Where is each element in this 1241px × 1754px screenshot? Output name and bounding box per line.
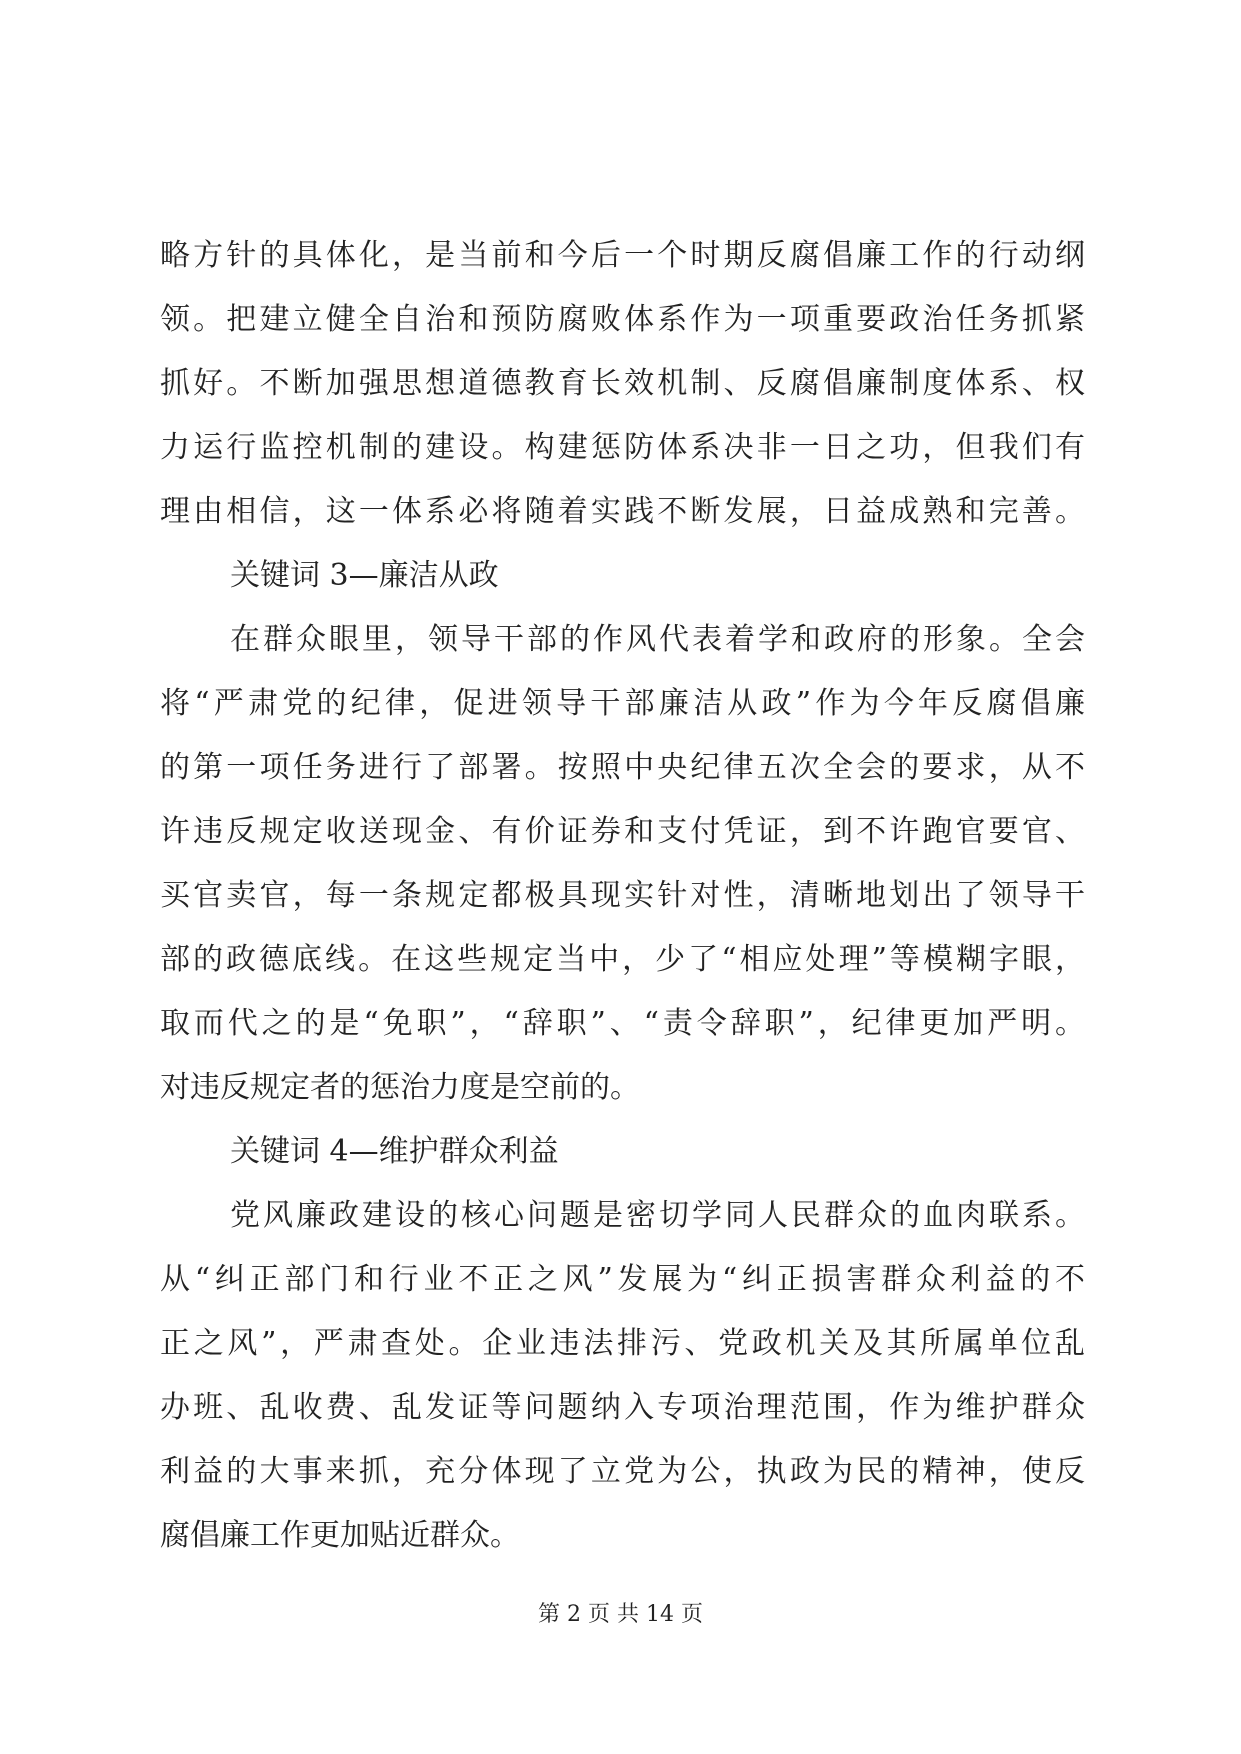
paragraph-line: 的第一项任务进行了部署。按照中央纪律五次全会的要求，从不 bbox=[160, 750, 1085, 785]
paragraph-line: 对违反规定者的惩治力度是空前的。 bbox=[160, 1070, 640, 1105]
paragraph-line: 略方针的具体化，是当前和今后一个时期反腐倡廉工作的行动纲 bbox=[160, 238, 1085, 273]
paragraph-line: 许违反规定收送现金、有价证券和支付凭证，到不许跑官要官、 bbox=[160, 814, 1085, 849]
section-heading: 关键词 3—廉洁从政 bbox=[230, 558, 499, 593]
page-number-footer: 第 2 页 共 14 页 bbox=[538, 1602, 703, 1627]
document-body bbox=[160, 224, 1085, 1568]
paragraph-line: 买官卖官，每一条规定都极具现实针对性，清晰地划出了领导干 bbox=[160, 878, 1085, 913]
paragraph-line: 将“严肃党的纪律，促进领导干部廉洁从政”作为今年反腐倡廉 bbox=[160, 686, 1085, 721]
paragraph-line: 从“纠正部门和行业不正之风”发展为“纠正损害群众利益的不 bbox=[160, 1262, 1085, 1297]
paragraph-line: 抓好。不断加强思想道德教育长效机制、反腐倡廉制度体系、权 bbox=[160, 366, 1085, 401]
paragraph-line: 力运行监控机制的建设。构建惩防体系决非一日之功，但我们有 bbox=[160, 430, 1085, 465]
paragraph-line: 在群众眼里，领导干部的作风代表着学和政府的形象。全会 bbox=[230, 622, 1085, 657]
paragraph-line: 腐倡廉工作更加贴近群众。 bbox=[160, 1518, 520, 1553]
paragraph-line: 理由相信，这一体系必将随着实践不断发展，日益成熟和完善。 bbox=[160, 494, 1085, 529]
section-heading: 关键词 4—维护群众利益 bbox=[230, 1134, 559, 1169]
paragraph-line: 利益的大事来抓，充分体现了立党为公，执政为民的精神，使反 bbox=[160, 1454, 1085, 1489]
paragraph-line: 取而代之的是“免职”，“辞职”、“责令辞职”，纪律更加严明。 bbox=[160, 1006, 1085, 1041]
paragraph-line: 办班、乱收费、乱发证等问题纳入专项治理范围，作为维护群众 bbox=[160, 1390, 1085, 1425]
paragraph-line: 党风廉政建设的核心问题是密切学同人民群众的血肉联系。 bbox=[230, 1198, 1085, 1233]
paragraph-line: 正之风”，严肃查处。企业违法排污、党政机关及其所属单位乱 bbox=[160, 1326, 1085, 1361]
paragraph-line: 领。把建立健全自治和预防腐败体系作为一项重要政治任务抓紧 bbox=[160, 302, 1085, 337]
paragraph-line: 部的政德底线。在这些规定当中，少了“相应处理”等模糊字眼， bbox=[160, 942, 1085, 977]
